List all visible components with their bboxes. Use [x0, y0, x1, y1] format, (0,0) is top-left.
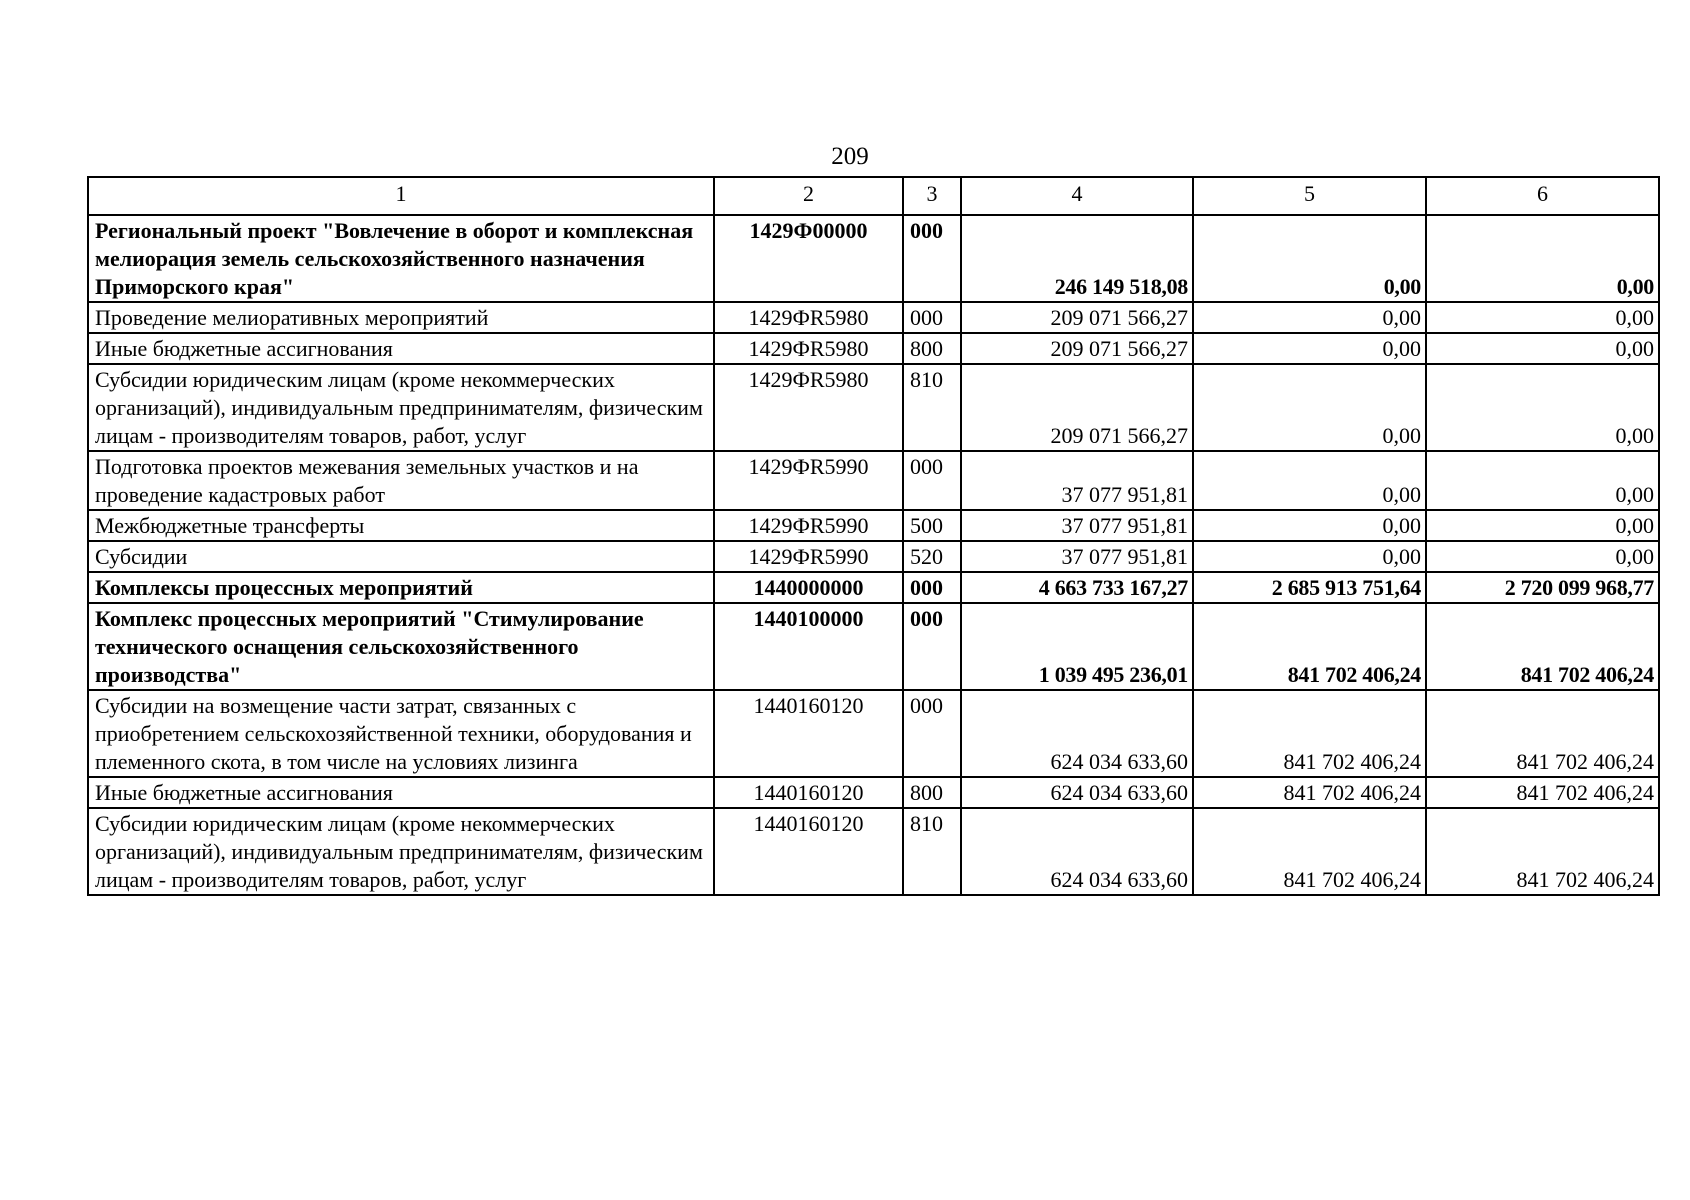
column-header-3: 3 [903, 177, 961, 215]
table-row [88, 364, 1659, 451]
column-header-1: 1 [88, 177, 714, 215]
row-amount-col6: 2 720 099 968,77 [1426, 572, 1659, 603]
row-expense-type: 000 [903, 690, 961, 777]
row-amount-col6: 0,00 [1426, 364, 1659, 451]
row-name: Региональный проект "Вовлечение в оборот и комплексная мелиорация земель сельскохозяйственного назначения Приморского края" [88, 215, 714, 302]
budget-table [87, 176, 1660, 896]
row-amount-col6: 0,00 [1426, 541, 1659, 572]
row-amount-col6: 841 702 406,24 [1426, 690, 1659, 777]
row-amount-col6: 0,00 [1426, 451, 1659, 510]
row-expense-type: 000 [903, 302, 961, 333]
row-amount-col4: 209 071 566,27 [961, 364, 1193, 451]
row-target-code: 1429ФR5990 [714, 510, 903, 541]
row-name: Межбюджетные трансферты [88, 510, 714, 541]
row-amount-col5: 841 702 406,24 [1193, 603, 1426, 690]
budget-table-body [88, 177, 1659, 895]
table-row [88, 690, 1659, 777]
row-amount-col5: 0,00 [1193, 541, 1426, 572]
row-target-code: 1440100000 [714, 603, 903, 690]
row-expense-type: 800 [903, 777, 961, 808]
column-header-2: 2 [714, 177, 903, 215]
page-number: 209 [831, 143, 869, 170]
table-row [88, 333, 1659, 364]
row-target-code: 1429ФR5990 [714, 541, 903, 572]
row-expense-type: 800 [903, 333, 961, 364]
row-name: Субсидии юридическим лицам (кроме некоммерческих организаций), индивидуальным предпринимателям, физическим лицам - производителям товаров, работ, услуг [88, 364, 714, 451]
row-expense-type: 810 [903, 808, 961, 895]
row-name: Субсидии юридическим лицам (кроме некоммерческих организаций), индивидуальным предпринимателям, физическим лицам - производителям товаров, работ, услуг [88, 808, 714, 895]
row-expense-type: 500 [903, 510, 961, 541]
row-expense-type: 000 [903, 451, 961, 510]
row-amount-col4: 624 034 633,60 [961, 777, 1193, 808]
row-name: Иные бюджетные ассигнования [88, 333, 714, 364]
column-header-5: 5 [1193, 177, 1426, 215]
table-row [88, 215, 1659, 302]
row-target-code: 1440160120 [714, 690, 903, 777]
row-target-code: 1440000000 [714, 572, 903, 603]
table-row [88, 541, 1659, 572]
row-amount-col4: 37 077 951,81 [961, 451, 1193, 510]
row-target-code: 1429ФR5980 [714, 333, 903, 364]
row-expense-type: 000 [903, 572, 961, 603]
row-expense-type: 810 [903, 364, 961, 451]
row-target-code: 1429Ф00000 [714, 215, 903, 302]
row-target-code: 1429ФR5980 [714, 302, 903, 333]
row-amount-col6: 841 702 406,24 [1426, 603, 1659, 690]
row-target-code: 1429ФR5990 [714, 451, 903, 510]
row-amount-col4: 246 149 518,08 [961, 215, 1193, 302]
row-expense-type: 000 [903, 215, 961, 302]
row-name: Субсидии на возмещение части затрат, связанных с приобретением сельскохозяйственной техники, оборудования и племенного скота, в том числе на условиях лизинга [88, 690, 714, 777]
row-amount-col6: 0,00 [1426, 215, 1659, 302]
column-header-6: 6 [1426, 177, 1659, 215]
row-amount-col5: 0,00 [1193, 215, 1426, 302]
row-name: Подготовка проектов межевания земельных участков и на проведение кадастровых работ [88, 451, 714, 510]
row-amount-col5: 0,00 [1193, 333, 1426, 364]
row-amount-col6: 0,00 [1426, 333, 1659, 364]
table-row [88, 808, 1659, 895]
row-expense-type: 000 [903, 603, 961, 690]
row-amount-col4: 209 071 566,27 [961, 333, 1193, 364]
row-amount-col5: 841 702 406,24 [1193, 690, 1426, 777]
row-amount-col4: 4 663 733 167,27 [961, 572, 1193, 603]
table-row [88, 572, 1659, 603]
row-amount-col4: 209 071 566,27 [961, 302, 1193, 333]
row-amount-col5: 0,00 [1193, 302, 1426, 333]
table-row [88, 510, 1659, 541]
row-amount-col4: 1 039 495 236,01 [961, 603, 1193, 690]
row-amount-col4: 624 034 633,60 [961, 808, 1193, 895]
row-amount-col6: 841 702 406,24 [1426, 777, 1659, 808]
row-amount-col5: 841 702 406,24 [1193, 777, 1426, 808]
row-name: Субсидии [88, 541, 714, 572]
row-name: Иные бюджетные ассигнования [88, 777, 714, 808]
row-name: Комплексы процессных мероприятий [88, 572, 714, 603]
row-amount-col4: 37 077 951,81 [961, 510, 1193, 541]
table-row [88, 451, 1659, 510]
row-amount-col4: 37 077 951,81 [961, 541, 1193, 572]
row-target-code: 1440160120 [714, 808, 903, 895]
row-amount-col5: 2 685 913 751,64 [1193, 572, 1426, 603]
row-amount-col4: 624 034 633,60 [961, 690, 1193, 777]
row-target-code: 1429ФR5980 [714, 364, 903, 451]
row-amount-col6: 0,00 [1426, 302, 1659, 333]
row-amount-col5: 0,00 [1193, 510, 1426, 541]
row-expense-type: 520 [903, 541, 961, 572]
table-row [88, 777, 1659, 808]
row-amount-col5: 0,00 [1193, 451, 1426, 510]
table-row [88, 603, 1659, 690]
table-row [88, 302, 1659, 333]
column-header-4: 4 [961, 177, 1193, 215]
row-amount-col5: 0,00 [1193, 364, 1426, 451]
row-name: Комплекс процессных мероприятий "Стимулирование технического оснащения сельскохозяйственного производства" [88, 603, 714, 690]
column-header-row [88, 177, 1659, 215]
row-amount-col6: 0,00 [1426, 510, 1659, 541]
row-target-code: 1440160120 [714, 777, 903, 808]
row-name: Проведение мелиоративных мероприятий [88, 302, 714, 333]
row-amount-col6: 841 702 406,24 [1426, 808, 1659, 895]
row-amount-col5: 841 702 406,24 [1193, 808, 1426, 895]
